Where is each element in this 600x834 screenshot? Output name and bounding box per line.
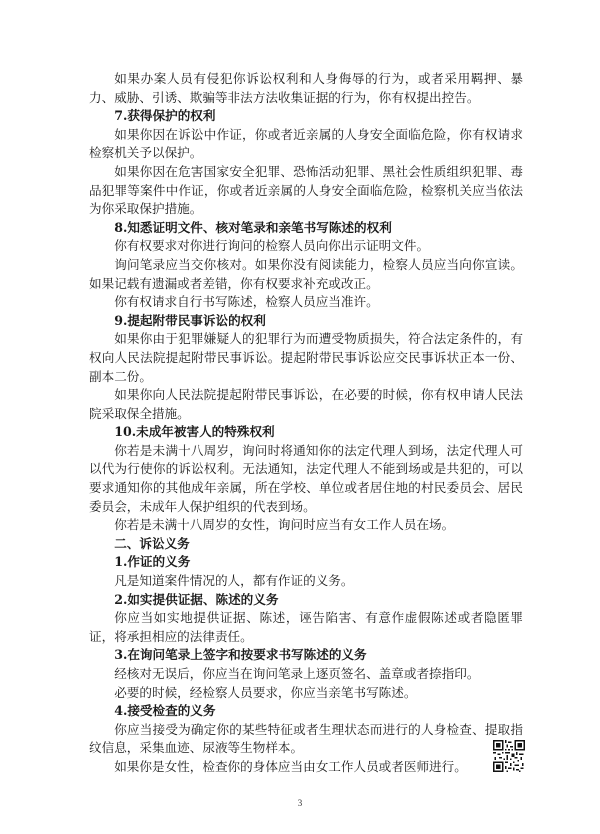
paragraph: 凡是知道案件情况的人，都有作证的义务。 bbox=[114, 573, 354, 589]
section-heading: 二、诉讼义务 bbox=[114, 535, 190, 551]
paragraph: 必要的时候，经检察人员要求，你应当亲笔书写陈述。 bbox=[114, 684, 417, 700]
subheading: 1.作证的义务 bbox=[114, 554, 191, 570]
subheading: 7.获得保护的权利 bbox=[114, 108, 216, 124]
paragraph: 如果你因在诉讼中作证，你或者近亲属的人身安全面临危险，你有权请求检察机关予以保护。 bbox=[89, 126, 523, 161]
page-number: 3 bbox=[297, 798, 303, 808]
paragraph: 经核对无误后，你应当在询问笔录上逐页签名、盖章或者捺指印。 bbox=[114, 666, 480, 681]
paragraph: 你应当如实地提供证据、陈述，诬告陷害、有意作虚假陈述或者隐匿罪证，将承担相应的法律责任。 bbox=[89, 610, 523, 644]
paragraph: 你有权请求自行书写陈述，检察人员应当准许。 bbox=[114, 294, 379, 310]
paragraph: 你若是未满十八周岁，询问时将通知你的法定代理人到场，法定代理人可以代为行使你的诉讼权利。无法通知，法定代理人不能到场或是共犯的，可以要求通知你的其他成年亲属，所在学校、单位或者居住地的村民委员会、居民委员会，未成年人保护组织的代表到场。 bbox=[89, 442, 523, 514]
document-body bbox=[89, 70, 523, 777]
paragraph: 如果你向人民法院提起附带民事诉讼，在必要的时候，你有权申请人民法院采取保全措施。 bbox=[89, 387, 523, 421]
subheading: 4.接受检查的义务 bbox=[114, 703, 216, 719]
paragraph: 你应当接受为确定你的某些特征或者生理状态而进行的人身检查、提取指纹信息，采集血迹、尿液等生物样本。 bbox=[89, 721, 523, 756]
paragraph: 你有权要求对你进行询问的检察人员向你出示证明文件。 bbox=[114, 238, 430, 254]
paragraph: 如果办案人员有侵犯你诉讼权利和人身侮辱的行为，或者采用羁押、暴力、威胁、引诱、欺骗等非法方法收集证据的行为，你有权提出控告。 bbox=[89, 71, 523, 105]
subheading: 2.如实提供证据、陈述的义务 bbox=[114, 591, 279, 607]
subheading: 3.在询问笔录上签字和按要求书写陈述的义务 bbox=[114, 647, 367, 663]
subheading: 9.提起附带民事诉讼的权利 bbox=[114, 312, 266, 328]
subheading: 8.知悉证明文件、核对笔录和亲笔书写陈述的权利 bbox=[114, 219, 392, 235]
paragraph: 如果你因在危害国家安全犯罪、恐怖活动犯罪、黑社会性质组织犯罪、毒品犯罪等案件中作证，你或者近亲属的人身安全面临危险，检察机关应当依法为你采取保护措施。 bbox=[89, 163, 523, 217]
paragraph: 询问笔录应当交你核对。如果你没有阅读能力，检察人员应当向你宣读。如果记载有遗漏或者差错，你有权要求补充或改正。 bbox=[89, 256, 523, 291]
paragraph: 如果你是女性，检查你的身体应当由女工作人员或者医师进行。 bbox=[114, 758, 467, 774]
subheading: 10.未成年被害人的特殊权利 bbox=[114, 424, 275, 440]
qr-code-icon bbox=[493, 740, 525, 772]
paragraph: 你若是未满十八周岁的女性，询问时应当有女工作人员在场。 bbox=[114, 517, 455, 533]
paragraph: 如果你由于犯罪嫌疑人的犯罪行为而遭受物质损失，符合法定条件的，有权向人民法院提起附带民事诉讼。提起附带民事诉讼应交民事诉状正本一份、副本二份。 bbox=[89, 331, 523, 384]
